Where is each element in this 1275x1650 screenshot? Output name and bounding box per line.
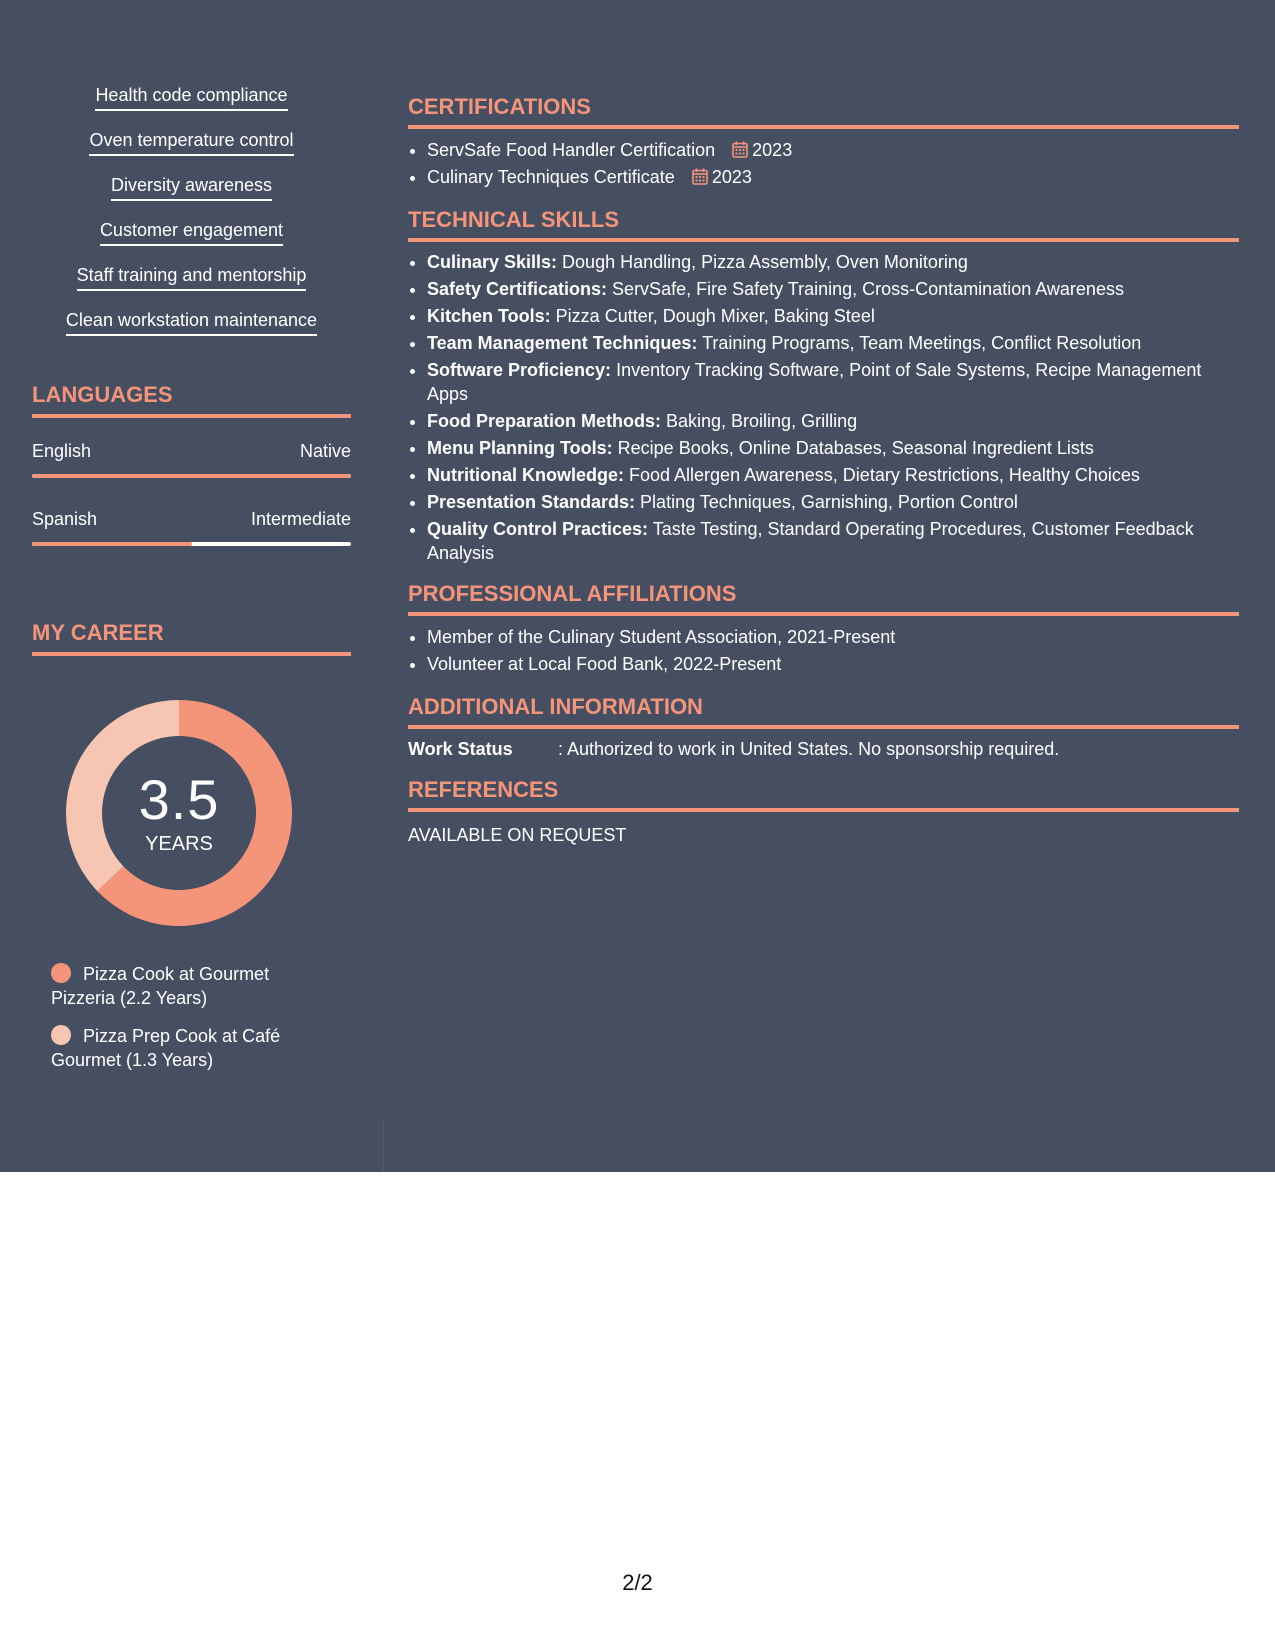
career-section [32,620,351,1072]
certifications-section [408,94,1239,191]
left-column [32,84,351,1086]
affiliations-section [408,581,1239,678]
language-proficiency-bar [32,542,351,546]
legend-label: Pizza Prep Cook at Café Gourmet (1.3 Years) [51,1026,281,1070]
skill-value: Baking, Broiling, Grilling [661,411,858,431]
skill-value: Recipe Books, Online Databases, Seasonal Ingredient Lists [612,438,1094,458]
technical-skills-heading: TECHNICAL SKILLS [408,207,1239,242]
page-number: 2/2 [622,1570,653,1595]
skill-item [427,331,1239,355]
strength-label: Clean workstation maintenance [66,309,317,336]
career-donut-chart [66,700,292,926]
skill-name: Presentation Standards: [427,492,636,512]
affiliation-item: • Member of the Culinary Student Association, 2021-Present [427,624,1239,651]
career-total-unit: YEARS [145,833,213,855]
career-total-value: 3.5 [138,768,220,831]
strength-item [32,129,351,156]
strength-label: Oven temperature control [89,129,293,156]
career-heading: MY CAREER [32,620,351,656]
skill-value: Training Programs, Team Meetings, Conflict Resolution [697,333,1142,353]
work-status-label: Work Status [408,739,513,759]
skill-item [427,517,1239,565]
language-name: English [32,441,92,461]
strength-label: Customer engagement [100,219,283,246]
skill-value: ServSafe, Fire Safety Training, Cross-Contamination Awareness [607,279,1124,299]
technical-skills-list [408,250,1239,565]
skill-name: Menu Planning Tools: [427,438,613,458]
references-heading: REFERENCES [408,777,1239,812]
skill-item [427,358,1239,406]
language-name: Spanish [32,509,98,529]
language-proficiency-bar [32,474,351,478]
languages-section [32,382,351,546]
skill-item [427,250,1239,274]
career-legend [51,962,301,1072]
skill-name: Safety Certifications: [427,279,608,299]
certifications-heading: CERTIFICATIONS [408,94,1239,129]
language-proficiency-fill [32,474,351,478]
right-column [408,94,1239,863]
skill-name: Food Preparation Methods: [427,411,661,431]
strength-item [32,174,351,201]
calendar-icon [732,141,748,158]
column-divider [383,1120,384,1172]
skill-value: Plating Techniques, Garnishing, Portion Control [635,492,1018,512]
certification-item [427,164,1239,191]
language-item [32,508,351,546]
affiliations-heading: PROFESSIONAL AFFILIATIONS [408,581,1239,616]
strengths-list [32,84,351,336]
skill-value: Inventory Tracking Software, Point of Sale Systems, Recipe Management Apps [427,360,1202,404]
legend-item [51,962,301,1010]
certification-name: Culinary Techniques Certificate [427,167,675,187]
work-status-row [408,737,1239,761]
skill-name: Software Proficiency: [427,360,612,380]
work-status-value: : Authorized to work in United States. No sponsorship required. [558,739,1060,759]
additional-info-heading: ADDITIONAL INFORMATION [408,694,1239,729]
skill-item [427,463,1239,487]
languages-heading: LANGUAGES [32,382,351,418]
skill-name: Nutritional Knowledge: [427,465,624,485]
calendar-icon [692,168,708,185]
legend-dot-icon [51,963,71,983]
legend-item [51,1024,301,1072]
donut-center [66,700,292,926]
skill-item [427,490,1239,514]
affiliations-list [408,624,1239,678]
skill-item [427,304,1239,328]
skill-value: Taste Testing, Standard Operating Procedures, Customer Feedback Analysis [427,519,1194,563]
skill-name: Kitchen Tools: [427,306,551,326]
references-section [408,777,1239,847]
skill-item [427,409,1239,433]
strength-label: Diversity awareness [111,174,272,201]
skill-name: Culinary Skills: [427,252,558,272]
skill-value: Food Allergen Awareness, Dietary Restrictions, Healthy Choices [624,465,1140,485]
strength-item [32,264,351,291]
skill-value: Pizza Cutter, Dough Mixer, Baking Steel [550,306,875,326]
skill-value: Dough Handling, Pizza Assembly, Oven Monitoring [557,252,968,272]
strength-item [32,84,351,111]
certifications-list [408,137,1239,191]
skill-item [427,277,1239,301]
strength-item [32,309,351,336]
skill-item [427,436,1239,460]
language-item [32,440,351,478]
certification-name: ServSafe Food Handler Certification [427,140,716,160]
language-level: Intermediate [250,509,351,529]
strength-label: Health code compliance [95,84,287,111]
legend-dot-icon [51,1025,71,1045]
strength-item [32,219,351,246]
additional-info-section [408,694,1239,761]
legend-label: Pizza Cook at Gourmet Pizzeria (2.2 Years) [51,964,270,1008]
certification-year: 2023 [752,140,793,160]
certification-item [427,137,1239,164]
affiliation-item: • Volunteer at Local Food Bank, 2022-Present [427,651,1239,678]
technical-skills-section [408,207,1239,565]
language-level: Native [299,441,351,461]
skill-name: Team Management Techniques: [427,333,698,353]
language-proficiency-fill [32,542,192,546]
certification-year: 2023 [711,167,752,187]
skill-name: Quality Control Practices: [427,519,649,539]
strength-label: Staff training and mentorship [77,264,307,291]
references-text: AVAILABLE ON REQUEST [408,825,627,845]
